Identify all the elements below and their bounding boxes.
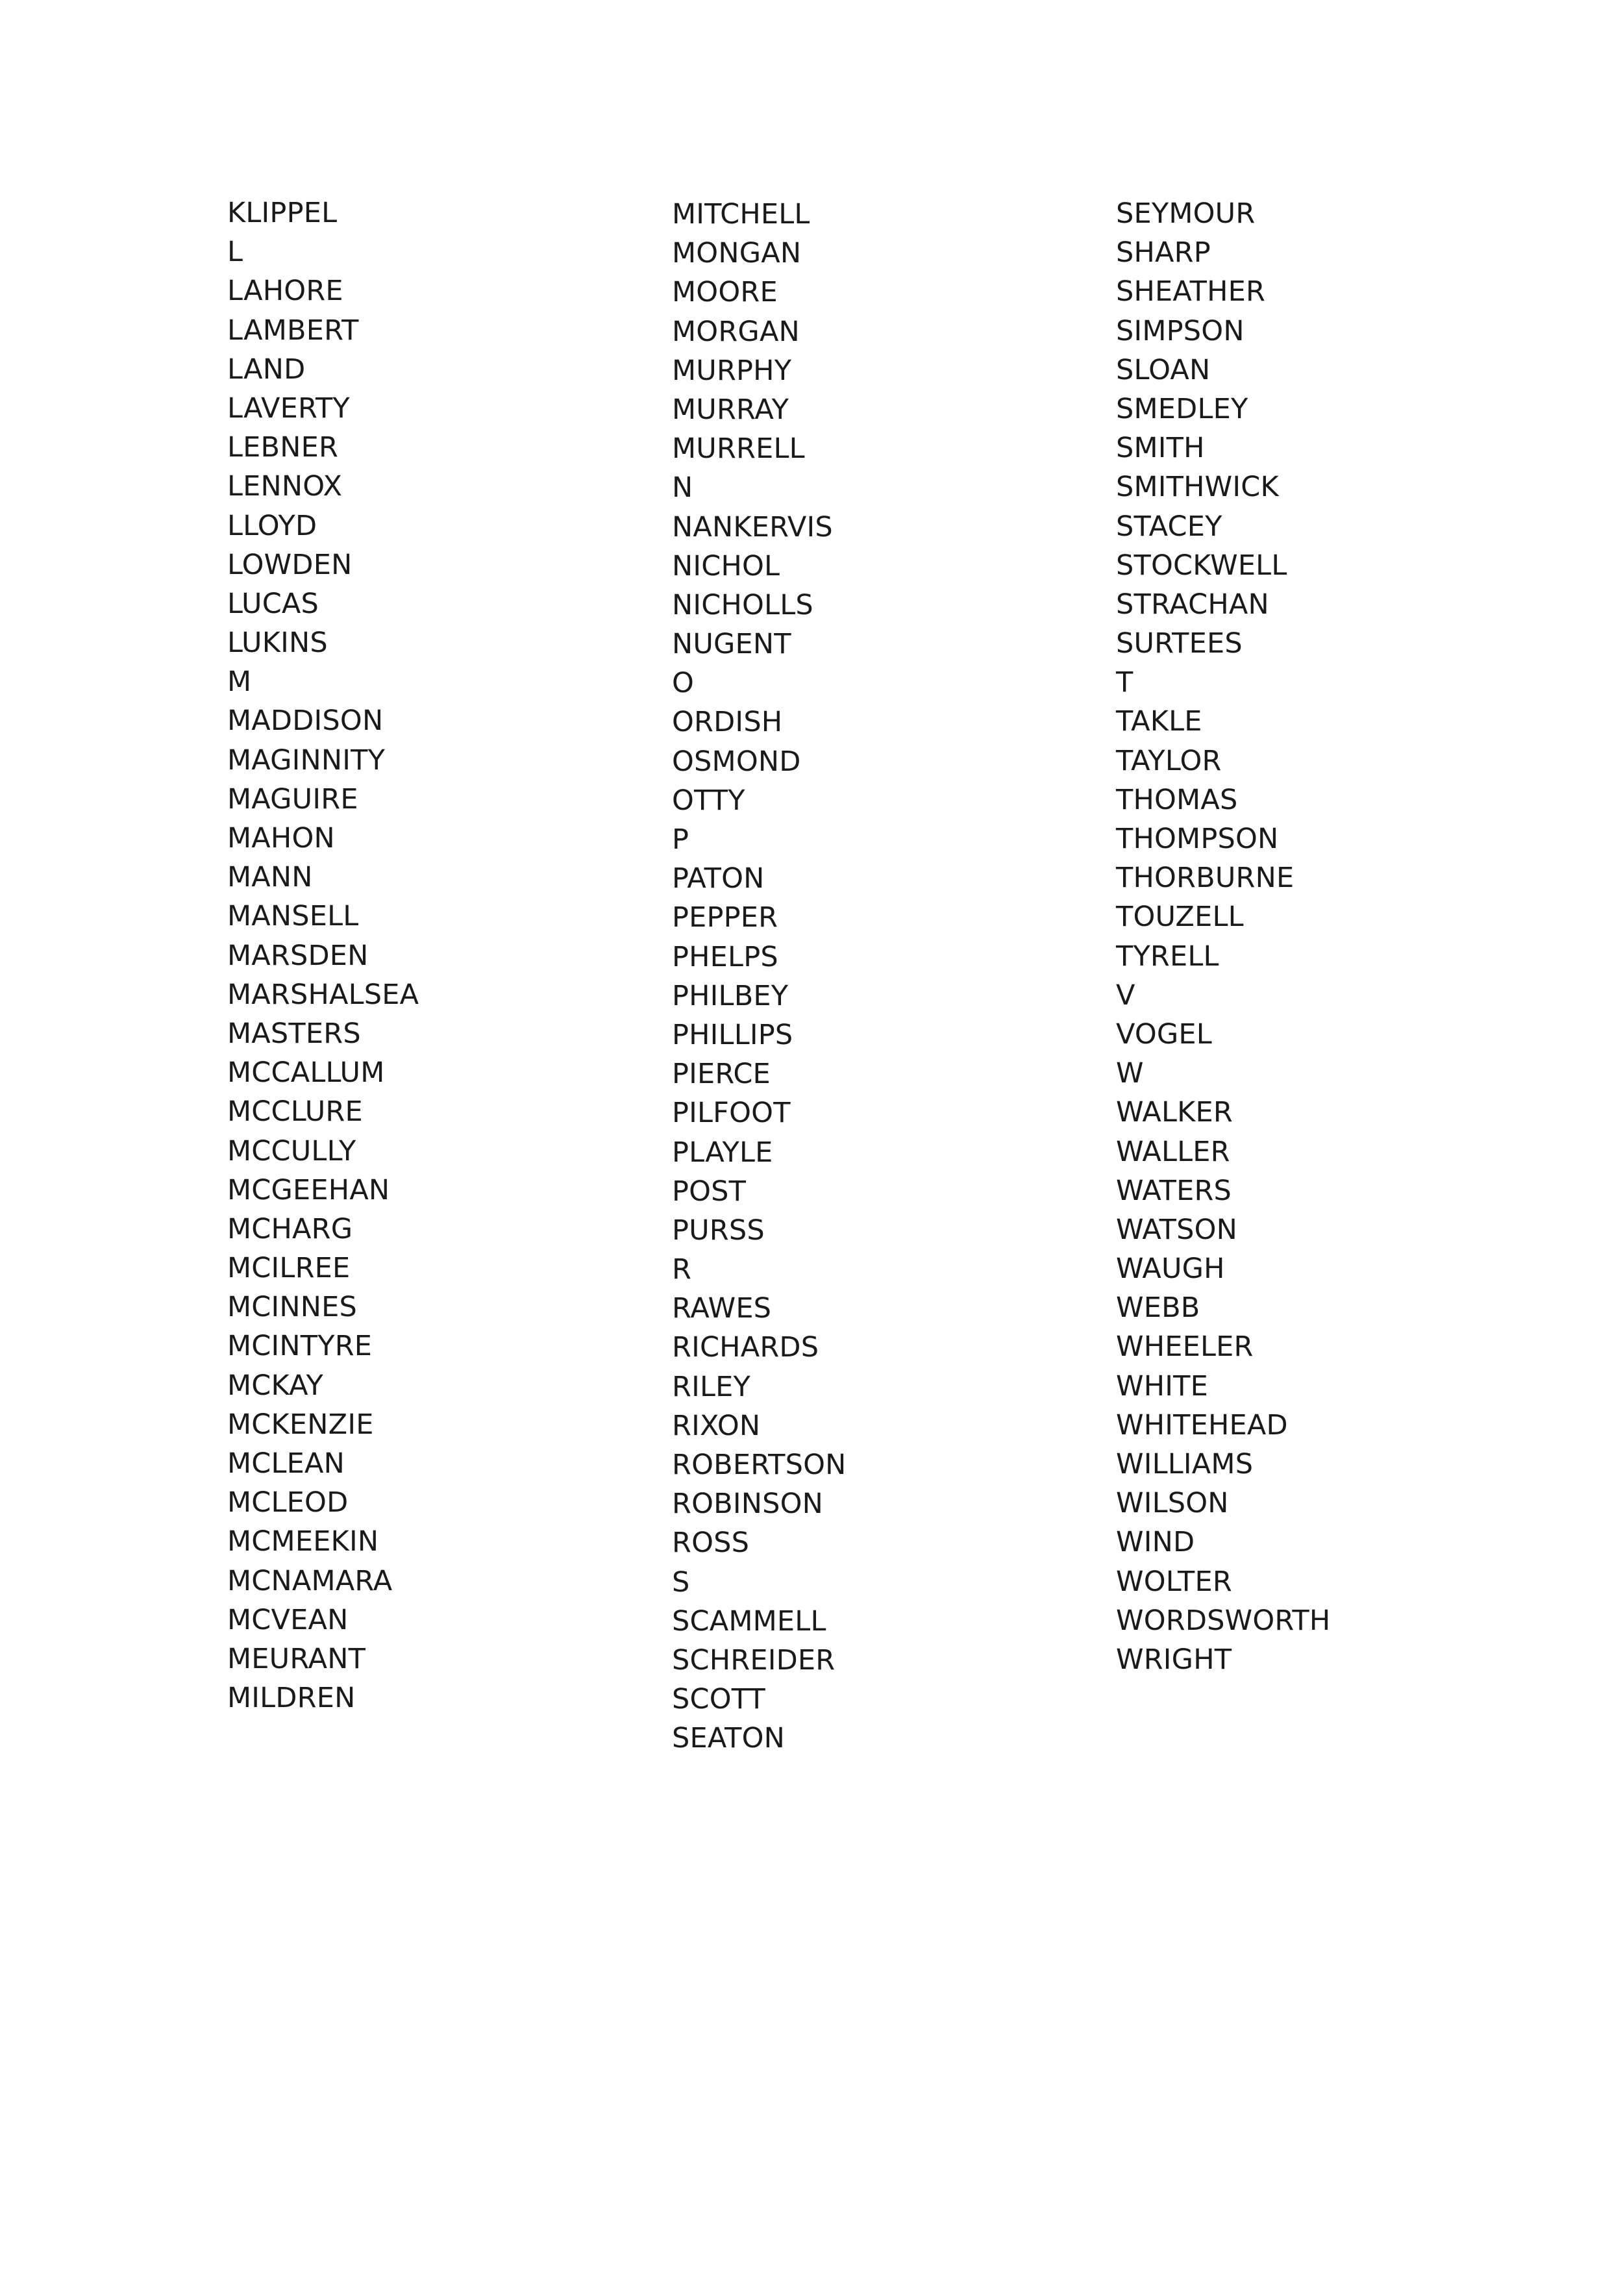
name-entry: LLOYD [227, 509, 317, 542]
name-entry: PATON [672, 862, 765, 895]
name-entry: PLAYLE [672, 1136, 773, 1169]
name-entry: WILSON [1116, 1487, 1229, 1520]
name-entry: MCLEAN [227, 1447, 345, 1480]
name-entry: MORGAN [672, 315, 800, 348]
name-entry: MURPHY [672, 354, 792, 387]
name-entry: MCVEAN [227, 1603, 349, 1636]
name-entry: MANSELL [227, 900, 359, 933]
name-entry: LEBNER [227, 431, 339, 464]
name-entry: KLIPPEL [227, 197, 338, 229]
name-entry: SMITHWICK [1116, 471, 1279, 504]
name-entry: RAWES [672, 1292, 772, 1325]
name-entry: LUCAS [227, 587, 319, 620]
name-entry: V [1116, 979, 1135, 1012]
name-entry: WRIGHT [1116, 1643, 1232, 1676]
name-entry: LENNOX [227, 470, 343, 503]
name-entry: PEPPER [672, 901, 778, 934]
name-entry: WILLIAMS [1116, 1448, 1254, 1480]
name-entry: STACEY [1116, 510, 1222, 543]
name-entry: SCHREIDER [672, 1643, 836, 1677]
name-entry: M [227, 666, 252, 699]
name-entry: THORBURNE [1116, 862, 1295, 895]
name-entry: WORDSWORTH [1116, 1604, 1331, 1637]
name-entry: PHILLIPS [672, 1018, 793, 1051]
name-entry: MANN [227, 861, 313, 894]
name-entry: MAGUIRE [227, 782, 358, 816]
name-entry: PIERCE [672, 1058, 771, 1091]
name-entry: WALLER [1116, 1135, 1230, 1168]
name-entry: TOUZELL [1116, 901, 1244, 934]
name-entry: MARSHALSEA [227, 978, 419, 1011]
name-entry: NICHOLLS [672, 588, 813, 621]
name-entry: LAMBERT [227, 314, 359, 347]
name-entry: PILFOOT [672, 1097, 791, 1130]
name-column-1 [227, 197, 419, 1721]
name-entry: MCINNES [227, 1291, 358, 1324]
name-entry: S [672, 1566, 690, 1599]
name-entry: MARSDEN [227, 939, 369, 972]
name-entry: MILDREN [227, 1682, 356, 1715]
name-entry: NICHOL [672, 549, 780, 582]
name-entry: SMEDLEY [1116, 392, 1248, 425]
name-entry: MCLEOD [227, 1486, 349, 1519]
name-entry: MCGEEHAN [227, 1173, 390, 1206]
name-entry: W [1116, 1057, 1144, 1090]
name-entry: MCHARG [227, 1212, 353, 1245]
name-column-3 [1116, 197, 1330, 1682]
name-entry: O [672, 667, 695, 700]
name-entry: WIND [1116, 1526, 1195, 1559]
name-entry: L [227, 236, 243, 269]
name-entry: TAYLOR [1116, 744, 1222, 777]
name-entry: T [1116, 666, 1134, 699]
name-entry: PHELPS [672, 940, 778, 973]
name-entry: N [672, 471, 693, 505]
name-entry: SIMPSON [1116, 314, 1245, 347]
name-entry: MASTERS [227, 1017, 361, 1050]
name-entry: POST [672, 1175, 747, 1208]
name-entry: PURSS [672, 1214, 765, 1247]
name-entry: NANKERVIS [672, 510, 833, 543]
name-entry: STOCKWELL [1116, 549, 1287, 582]
name-entry: TYRELL [1116, 940, 1219, 973]
name-entry: MCCULLY [227, 1134, 356, 1167]
name-entry: ROSS [672, 1527, 750, 1560]
name-entry: ROBERTSON [672, 1449, 847, 1481]
name-entry: WHEELER [1116, 1330, 1254, 1364]
name-entry: RIXON [672, 1409, 761, 1442]
name-entry: SHEATHER [1116, 275, 1266, 308]
name-entry: OTTY [672, 784, 745, 817]
name-entry: OSMOND [672, 745, 801, 778]
name-entry: WALKER [1116, 1096, 1233, 1129]
name-entry: MAHON [227, 822, 335, 855]
name-entry: SHARP [1116, 236, 1211, 269]
name-entry: MCKENZIE [227, 1408, 374, 1441]
name-entry: LAVERTY [227, 392, 350, 425]
name-entry: MCILREE [227, 1252, 351, 1285]
name-entry: WAUGH [1116, 1253, 1225, 1286]
name-entry: VOGEL [1116, 1017, 1212, 1051]
name-entry: PHILBEY [672, 979, 789, 1012]
name-entry: WOLTER [1116, 1565, 1232, 1598]
name-entry: MOORE [672, 276, 778, 309]
name-entry: R [672, 1253, 692, 1286]
name-entry: SLOAN [1116, 353, 1211, 386]
name-entry: SEATON [672, 1722, 786, 1755]
name-entry: STRACHAN [1116, 588, 1269, 621]
name-entry: WATERS [1116, 1174, 1232, 1207]
name-entry: MEURANT [227, 1642, 366, 1675]
name-entry: MADDISON [227, 705, 384, 738]
name-entry: MONGAN [672, 237, 802, 270]
name-entry: RILEY [672, 1370, 750, 1403]
name-entry: MAGINNITY [227, 743, 386, 777]
name-column-2 [672, 198, 847, 1762]
name-entry: MCNAMARA [227, 1564, 393, 1597]
name-entry: MITCHELL [672, 198, 810, 231]
name-entry: MURRELL [672, 432, 805, 466]
name-entry: MCINTYRE [227, 1330, 373, 1363]
name-entry: SURTEES [1116, 627, 1243, 660]
name-entry: WHITEHEAD [1116, 1408, 1288, 1441]
name-entry: MURRAY [672, 393, 789, 426]
name-entry: ROBINSON [672, 1488, 823, 1521]
name-entry: WATSON [1116, 1213, 1238, 1246]
name-entry: LUKINS [227, 627, 328, 660]
name-entry: SCOTT [672, 1683, 765, 1716]
name-entry: THOMAS [1116, 783, 1238, 816]
name-entry: LOWDEN [227, 548, 353, 581]
name-entry: SEYMOUR [1116, 197, 1256, 230]
name-entry: MCCALLUM [227, 1056, 385, 1090]
name-entry: MCMEEKIN [227, 1525, 379, 1558]
name-entry: WHITE [1116, 1369, 1208, 1403]
name-entry: WEBB [1116, 1292, 1200, 1325]
name-entry: MCKAY [227, 1369, 323, 1402]
name-entry: TAKLE [1116, 705, 1202, 738]
name-entry: SCAMMELL [672, 1604, 826, 1638]
name-entry: SMITH [1116, 432, 1205, 465]
name-entry: RICHARDS [672, 1331, 819, 1364]
name-entry: MCCLURE [227, 1095, 363, 1129]
name-entry: ORDISH [672, 706, 783, 739]
name-entry: LAND [227, 353, 306, 386]
name-entry: P [672, 823, 689, 856]
name-entry: THOMPSON [1116, 823, 1279, 855]
name-entry: LAHORE [227, 275, 343, 308]
name-entry: NUGENT [672, 628, 791, 661]
